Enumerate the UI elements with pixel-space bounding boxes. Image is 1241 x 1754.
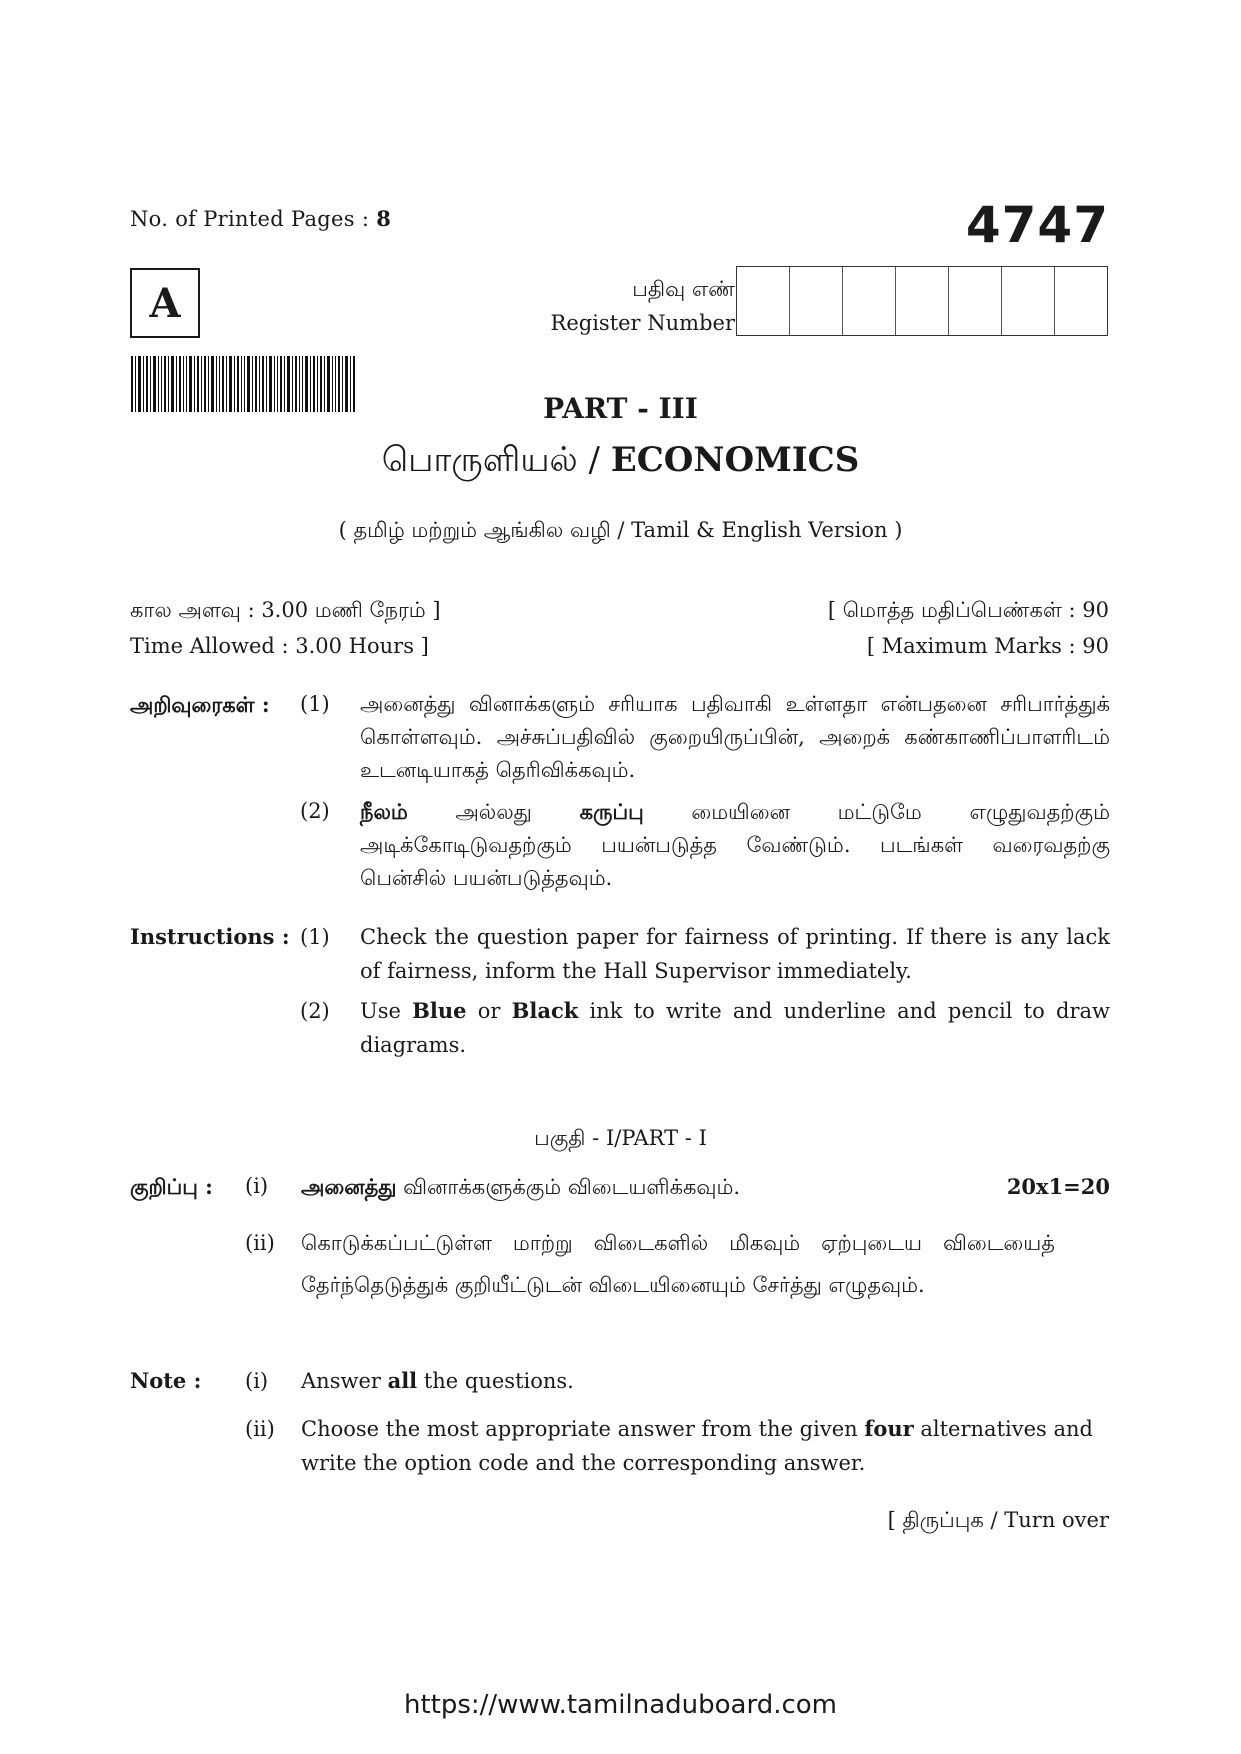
marks-allocation: 20x1=20 <box>1006 1174 1110 1199</box>
turn-over: [ திருப்புக / Turn over <box>887 1508 1109 1532</box>
register-digit-box[interactable] <box>1055 267 1107 335</box>
time-allowed-english: Time Allowed : 3.00 Hours ] <box>130 634 429 658</box>
register-number-boxes[interactable] <box>736 266 1108 336</box>
printed-pages <box>130 206 391 231</box>
register-digit-box[interactable] <box>843 267 896 335</box>
note-text: அனைத்து வினாக்களுக்கும் விடையளிக்கவும். <box>301 1174 741 1199</box>
instruction-number: (2) <box>300 799 330 823</box>
instructions-english <box>130 920 1110 1062</box>
note-text: Answer all the questions. <box>301 1368 574 1393</box>
part-one-heading: பகுதி - I/PART - I <box>534 1126 707 1150</box>
version-letter-box: A <box>130 268 200 338</box>
instruction-number: (2) <box>300 999 330 1023</box>
register-digit-box[interactable] <box>896 267 949 335</box>
instruction-text: அனைத்து வினாக்களும் சரியாக பதிவாகி உள்ளதா என்பதனை சரிபார்த்துக் கொள்ளவும். அச்சுப்பதிவில் குறையிருப்பின், அறைக் கண்காணிப்பாளரிடம் உடனடியாகத் தெரிவிக்கவும். <box>360 692 1110 782</box>
maximum-marks-tamil: [ மொத்த மதிப்பெண்கள் : 90 <box>827 598 1109 622</box>
instruction-number: (1) <box>300 692 330 716</box>
instruction-text: Use Blue or Black ink to write and underline and pencil to draw diagrams. <box>360 998 1110 1057</box>
printed-pages-value: 8 <box>376 206 392 231</box>
subject-english: ECONOMICS <box>610 440 860 480</box>
note-number: (i) <box>245 1174 269 1198</box>
note-tamil <box>130 1174 1110 1306</box>
maximum-marks <box>828 592 1109 664</box>
instruction-number: (1) <box>300 925 330 949</box>
register-digit-box[interactable] <box>949 267 1002 335</box>
maximum-marks-english: [ Maximum Marks : 90 <box>866 634 1109 658</box>
subject-separator: / <box>588 440 600 480</box>
subject-title <box>0 440 1241 484</box>
register-label-english: Register Number <box>550 311 735 335</box>
time-allowed-tamil: கால அளவு : 3.00 மணி நேரம் ] <box>130 598 441 622</box>
register-digit-box[interactable] <box>737 267 790 335</box>
printed-pages-label: No. of Printed Pages : <box>130 207 370 231</box>
note-number: (ii) <box>245 1417 275 1441</box>
register-number-label <box>551 272 735 340</box>
instructions-tamil <box>130 688 1110 895</box>
instructions-english-label: Instructions : <box>130 924 290 949</box>
part-title: PART - III <box>543 392 698 425</box>
register-digit-box[interactable] <box>790 267 843 335</box>
instruction-text: நீலம் அல்லது கருப்பு மையினை மட்டுமே எழுதுவதற்கும் அடிக்கோடிடுவதற்கும் பயன்படுத்த வேண்டும். படங்கள் வரைவதற்கு பென்சில் பயன்படுத்தவும். <box>360 799 1110 890</box>
note-tamil-label: குறிப்பு : <box>130 1174 213 1199</box>
instructions-tamil-label: அறிவுரைகள் : <box>130 692 270 717</box>
time-allowed <box>130 592 441 664</box>
website-url[interactable]: https://www.tamilnaduboard.com <box>403 1690 838 1720</box>
register-label-tamil: பதிவு எண் <box>632 277 735 301</box>
note-number: (i) <box>245 1369 269 1393</box>
instruction-text: Check the question paper for fairness of printing. If there is any lack of fairness, inform the Hall Supervisor immediately. <box>360 925 1110 983</box>
register-digit-box[interactable] <box>1002 267 1055 335</box>
subject-tamil: பொருளியல் <box>381 440 578 480</box>
medium-version: ( தமிழ் மற்றும் ஆங்கில வழி / Tamil & English Version ) <box>338 518 903 542</box>
paper-code: 4747 <box>965 196 1109 254</box>
note-number: (ii) <box>245 1231 275 1255</box>
note-text: கொடுக்கப்பட்டுள்ள மாற்று விடைகளில் மிகவும் ஏற்புடைய விடையைத் தேர்ந்தெடுத்துக் குறியீட்டுடன் விடையினையும் சேர்த்து எழுதவும். <box>301 1231 1055 1297</box>
note-text: Choose the most appropriate answer from the given four alternatives and write the option code and the corresponding answer. <box>301 1416 1093 1475</box>
note-english-label: Note : <box>130 1368 202 1393</box>
note-english <box>130 1364 1110 1480</box>
